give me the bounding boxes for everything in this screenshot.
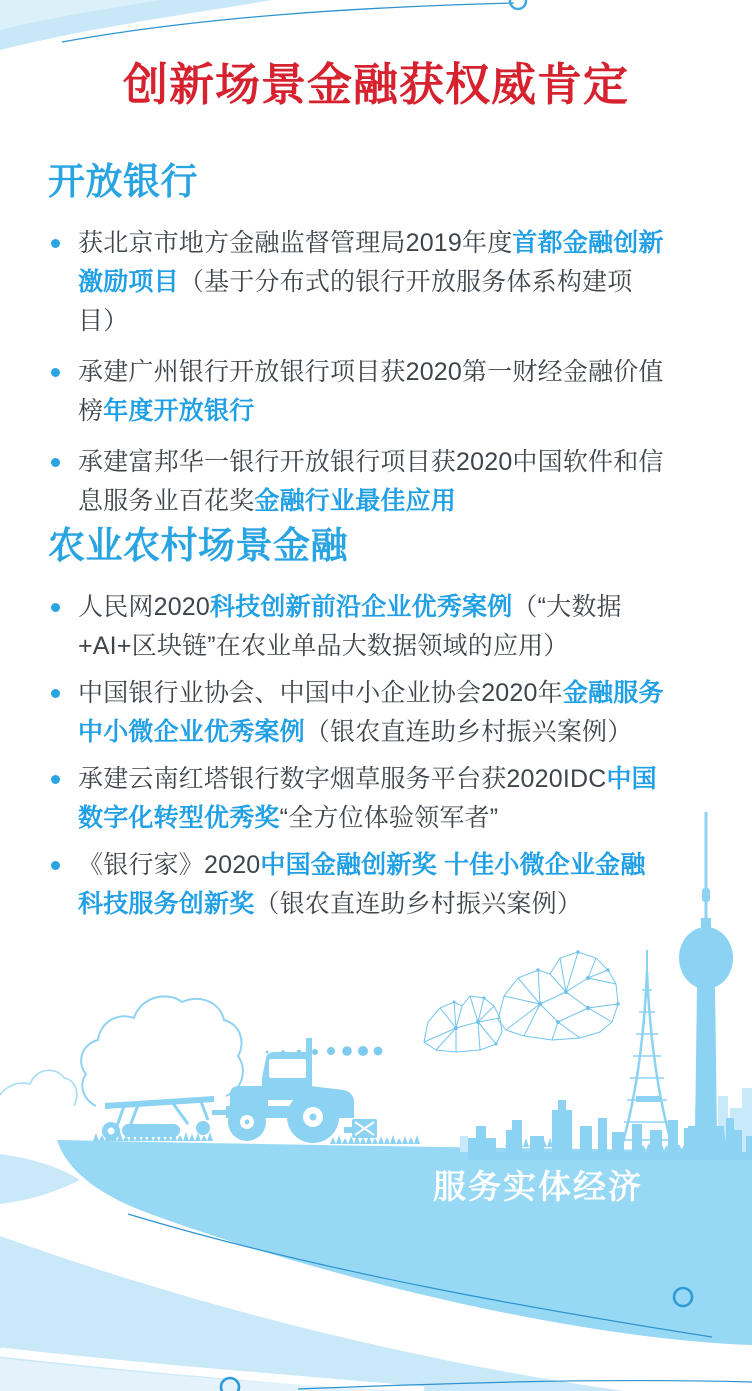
award-text-run: 承建云南红塔银行数字烟草服务平台获2020IDC (78, 765, 607, 793)
award-highlight: 中国数字化转型优秀奖 (78, 765, 657, 832)
award-text-run: 中国银行业协会、中国中小企业协会2020年 (78, 679, 563, 707)
lattice-tower (620, 950, 674, 1152)
bullet-dot (51, 239, 60, 248)
award-text-run: 承建富邦华一银行开放银行项目获2020中国软件和信息服务业百花奖 (78, 448, 664, 515)
bottom-scene (0, 800, 752, 1391)
award-highlight: 年度开放银行 (103, 397, 255, 425)
outline-cloud (81, 996, 243, 1106)
award-highlight: 首都金融创新激励项目 (78, 229, 664, 296)
award-text-run: （银农直连助乡村振兴案例） (254, 890, 583, 918)
mesh-cloud-small (424, 996, 502, 1052)
page-title: 创新场景金融获权威肯定 (122, 59, 629, 110)
award-highlight: 中国金融创新奖 十佳小微企业金融科技服务创新奖 (78, 851, 646, 918)
award-text-run: “全方位体验领军者” (279, 804, 499, 832)
award-text-run: （基于分布式的银行开放服务体系构建项目） (78, 268, 633, 335)
top-ring-circle (510, 0, 526, 9)
footer-slogan: 服务实体经济 (433, 1168, 643, 1205)
harrow-implement (102, 1096, 236, 1140)
award-text-run: （“大数据+AI+区块链”在农业单品大数据领域的应用） (78, 593, 622, 660)
bullet-dot (51, 689, 60, 698)
bullet-dot (51, 458, 60, 467)
mesh-cloud-large (498, 950, 620, 1040)
award-item (48, 588, 666, 666)
bullet-dot (51, 775, 60, 784)
award-text-run: （银农直连助乡村振兴案例） (304, 718, 633, 746)
award-text-run: 承建广州银行开放银行项目获2020第一财经金融价值榜 (78, 358, 664, 425)
award-list-open-banking (48, 224, 666, 533)
award-item (48, 674, 666, 752)
bullet-dot (51, 603, 60, 612)
bullet-dot (51, 368, 60, 377)
section-heading-open-banking: 开放银行 (48, 161, 198, 202)
award-text-run: 《银行家》2020 (78, 851, 261, 879)
award-highlight: 科技创新前沿企业优秀案例 (210, 593, 513, 621)
award-highlight: 金融服务中小微企业优秀案例 (78, 679, 664, 746)
award-item (48, 353, 666, 431)
left-corner-wedge (0, 1154, 80, 1204)
award-highlight: 金融行业最佳应用 (254, 487, 457, 515)
award-text-run: 获北京市地方金融监督管理局2019年度 (78, 229, 513, 257)
top-decor (0, 0, 752, 62)
tractor-silhouette (226, 1038, 377, 1143)
section-heading-rural-finance: 农业农村场景金融 (48, 525, 348, 566)
award-item (48, 443, 666, 521)
award-item (48, 224, 666, 341)
outline-cloud-small (0, 1070, 77, 1108)
award-text-run: 人民网2020 (78, 593, 211, 621)
